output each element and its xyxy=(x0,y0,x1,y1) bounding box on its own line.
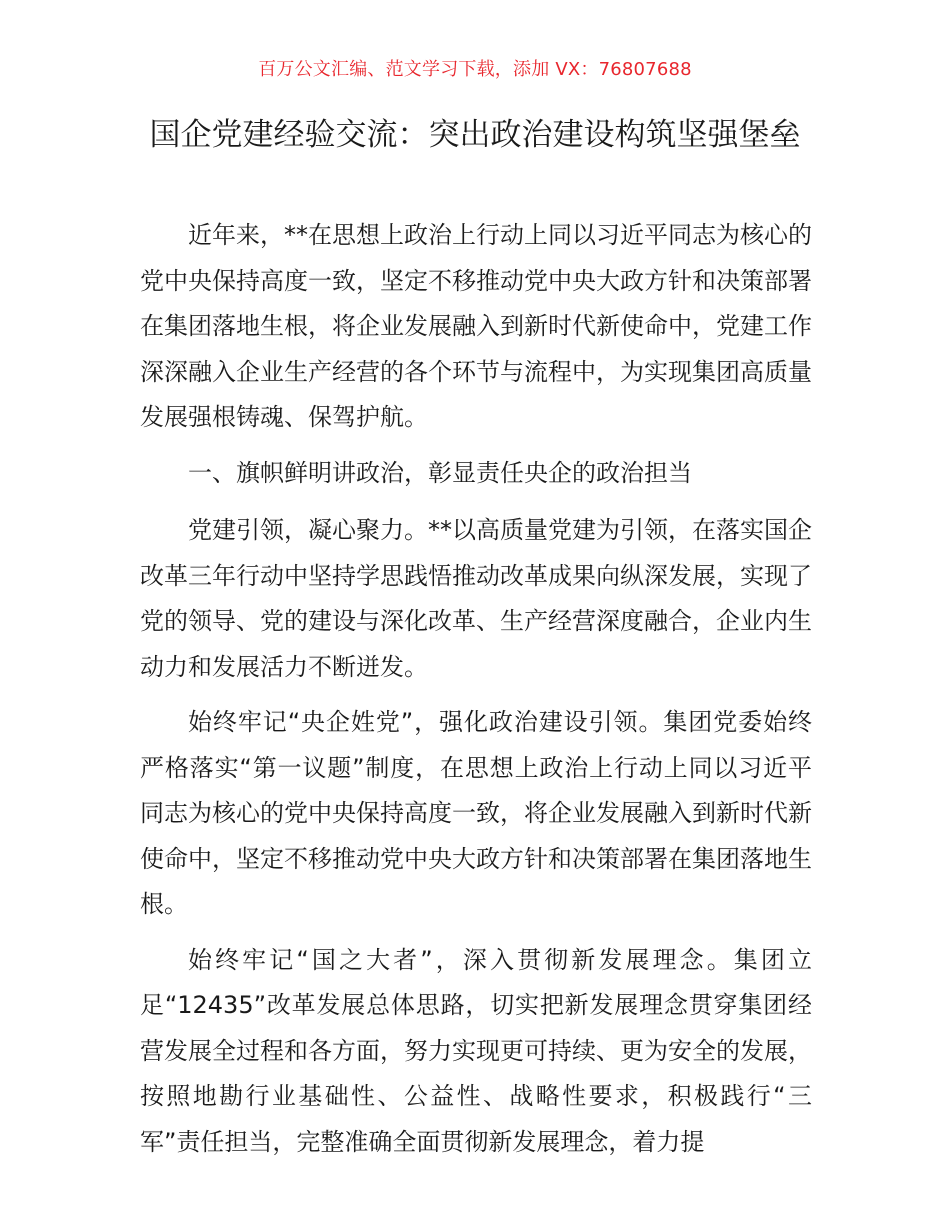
paragraph-political-building: 始终牢记“央企姓党”，强化政治建设引领。集团党委始终严格落实“第一议题”制度，在思想上政治上行动上同以习近平同志为核心的党中央保持高度一致，将企业发展融入到新时代新使命中，坚定不移推动党中央大政方针和决策部署在集团落地生根。 xyxy=(140,708,812,918)
paragraph-intro: 近年来，**在思想上政治上行动上同以习近平同志为核心的党中央保持高度一致，坚定不移推动党中央大政方针和决策部署在集团落地生根，将企业发展融入到新时代新使命中，党建工作深深融入企业生产经营的各个环节与流程中，为实现集团高质量发展强根铸魂、保驾护航。 xyxy=(140,221,812,431)
section-heading-1: 一、旗帜鲜明讲政治，彰显责任央企的政治担当 xyxy=(188,458,692,487)
paragraph-development-concept: 始终牢记“国之大者”，深入贯彻新发展理念。集团立足“12435”改革发展总体思路，切实把新发展理念贯穿集团经营发展全过程和各方面，努力实现更可持续、更为安全的发展，按照地勘行业基础性、公益性、战略性要求，积极践行“三军”责任担当，完整准确全面贯彻新发展理念，着力提 xyxy=(140,945,812,1156)
document-title: 国企党建经验交流：突出政治建设构筑坚强堡垒 xyxy=(149,117,801,153)
watermark-header: 百万公文汇编、范文学习下载，添加 VX：76807688 xyxy=(258,59,692,80)
paragraph-party-leadership: 党建引领，凝心聚力。**以高质量党建为引领，在落实国企改革三年行动中坚持学思践悟推动改革成果向纵深发展，实现了党的领导、党的建设与深化改革、生产经营深度融合，企业内生动力和发展活力不断迸发。 xyxy=(140,516,812,681)
document-body xyxy=(140,213,812,1175)
